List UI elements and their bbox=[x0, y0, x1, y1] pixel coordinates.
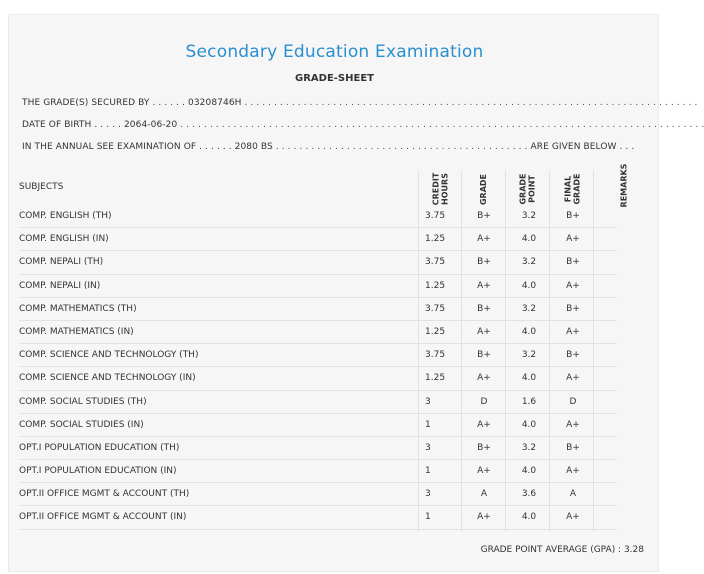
grade-point-cell: 4.0 bbox=[521, 373, 537, 384]
grade-point-cell: 3.2 bbox=[521, 257, 537, 268]
final-grade-cell: A+ bbox=[566, 234, 580, 245]
final-grade-cell: B+ bbox=[566, 303, 580, 314]
grade-cell: A+ bbox=[477, 373, 491, 384]
dotted-leader: . . . . . . . . . . . . . . . . . . . . . . . . . . . . . . . . . . . . . . . . . . . . . . . . . . . . . . . . . . . . . . . . . . . . . . . . . . . . . bbox=[244, 98, 698, 108]
grade-cell: B+ bbox=[477, 442, 491, 453]
final-grade-cell: A bbox=[569, 489, 577, 500]
credit-hours-cell: 3.75 bbox=[425, 350, 446, 361]
credit-hours-cell: 3 bbox=[425, 442, 431, 453]
table-row bbox=[9, 205, 660, 228]
table-row bbox=[9, 483, 660, 506]
subject-cell: OPT.II OFFICE MGMT & ACCOUNT (IN) bbox=[19, 512, 187, 523]
grade-point-cell: 1.6 bbox=[521, 396, 537, 407]
grade-cell: A bbox=[480, 489, 488, 500]
grade-cell: D bbox=[480, 396, 488, 407]
dob-value: 2064-06-20 bbox=[123, 120, 178, 130]
grades-table bbox=[9, 205, 660, 530]
grade-cell: A+ bbox=[477, 326, 491, 337]
credit-hours-cell: 1 bbox=[425, 512, 431, 523]
credit-hours-header: CREDIT HOURS bbox=[431, 172, 450, 206]
grade-point-cell: 3.2 bbox=[521, 442, 537, 453]
grade-cell: A+ bbox=[477, 234, 491, 245]
subject-cell: COMP. MATHEMATICS (IN) bbox=[19, 326, 134, 337]
grade-cell: B+ bbox=[477, 303, 491, 314]
table-row bbox=[9, 275, 660, 298]
subjects-header: SUBJECTS bbox=[19, 182, 64, 192]
table-row bbox=[9, 321, 660, 344]
grade-point-cell: 3.2 bbox=[521, 303, 537, 314]
grade-point-cell: 4.0 bbox=[521, 419, 537, 430]
exam-line bbox=[22, 142, 642, 152]
table-row bbox=[9, 460, 660, 483]
credit-hours-cell: 3 bbox=[425, 489, 431, 500]
credit-hours-cell: 1 bbox=[425, 466, 431, 477]
row-divider bbox=[19, 529, 617, 530]
grade-point-cell: 4.0 bbox=[521, 466, 537, 477]
grade-point-cell: 4.0 bbox=[521, 512, 537, 523]
credit-hours-cell: 3.75 bbox=[425, 257, 446, 268]
gpa-summary: GRADE POINT AVERAGE (GPA) : 3.28 bbox=[480, 545, 644, 555]
grade-cell: B+ bbox=[477, 350, 491, 361]
table-row bbox=[9, 251, 660, 274]
dob-label: DATE OF BIRTH . . . . . bbox=[22, 120, 121, 130]
credit-hours-cell: 1.25 bbox=[425, 234, 446, 245]
table-row bbox=[9, 228, 660, 251]
grade-point-cell: 4.0 bbox=[521, 280, 537, 291]
grade-header: GRADE bbox=[479, 173, 489, 205]
table-row bbox=[9, 298, 660, 321]
table-row bbox=[9, 414, 660, 437]
credit-hours-cell: 1.25 bbox=[425, 280, 446, 291]
final-grade-cell: B+ bbox=[566, 442, 580, 453]
exam-label: IN THE ANNUAL SEE EXAMINATION OF . . . . . . bbox=[22, 142, 232, 152]
table-row bbox=[9, 367, 660, 390]
subject-cell: COMP. MATHEMATICS (TH) bbox=[19, 303, 137, 314]
table-row bbox=[9, 391, 660, 414]
credit-hours-cell: 1.25 bbox=[425, 326, 446, 337]
subject-cell: OPT.I POPULATION EDUCATION (IN) bbox=[19, 466, 177, 477]
credit-hours-cell: 3.75 bbox=[425, 303, 446, 314]
credit-hours-cell: 1.25 bbox=[425, 373, 446, 384]
grade-cell: B+ bbox=[477, 257, 491, 268]
subject-cell: COMP. SOCIAL STUDIES (IN) bbox=[19, 419, 144, 430]
final-grade-cell: A+ bbox=[566, 280, 580, 291]
grade-sheet-subtitle: GRADE-SHEET bbox=[295, 73, 374, 84]
final-grade-cell: A+ bbox=[566, 419, 580, 430]
subject-cell: COMP. ENGLISH (TH) bbox=[19, 211, 112, 221]
final-grade-cell: B+ bbox=[566, 257, 580, 268]
grade-point-header: GRADE POINT bbox=[519, 173, 537, 205]
subject-cell: COMP. SOCIAL STUDIES (TH) bbox=[19, 396, 147, 407]
secured-by-label: THE GRADE(S) SECURED BY . . . . . . bbox=[22, 98, 186, 108]
subject-cell: COMP. ENGLISH (IN) bbox=[19, 234, 109, 245]
dotted-leader: . . . . . . . . . . . . . . . . . . . . . . . . . . . . . . . . . . . . . . . . . . . bbox=[275, 142, 528, 152]
grade-point-cell: 4.0 bbox=[521, 234, 537, 245]
credit-hours-cell: 3 bbox=[425, 396, 431, 407]
grade-cell: A+ bbox=[477, 466, 491, 477]
final-grade-cell: A+ bbox=[566, 326, 580, 337]
credit-hours-cell: 3.75 bbox=[425, 211, 446, 221]
subject-cell: COMP. SCIENCE AND TECHNOLOGY (TH) bbox=[19, 350, 199, 361]
final-grade-cell: A+ bbox=[566, 466, 580, 477]
grade-cell: B+ bbox=[477, 211, 491, 221]
table-row bbox=[9, 437, 660, 460]
secured-by-value: 03208746H bbox=[188, 98, 242, 108]
grade-cell: A+ bbox=[477, 512, 491, 523]
final-grade-cell: A+ bbox=[566, 373, 580, 384]
final-grade-cell: B+ bbox=[566, 211, 580, 221]
grade-point-cell: 3.2 bbox=[521, 350, 537, 361]
secured-by-line bbox=[22, 98, 698, 108]
subject-cell: COMP. SCIENCE AND TECHNOLOGY (IN) bbox=[19, 373, 196, 384]
exam-suffix: ARE GIVEN BELOW . . . bbox=[530, 142, 635, 152]
exam-value: 2080 BS bbox=[234, 142, 273, 152]
dotted-leader: . . . . . . . . . . . . . . . . . . . . . . . . . . . . . . . . . . . . . . . . . . . . . . . . . . . . . . . . . . . . . . . . . . . . . . . . . . . . . . . . . . . . . . . . . bbox=[180, 120, 704, 130]
final-grade-cell: B+ bbox=[566, 350, 580, 361]
grade-cell: A+ bbox=[477, 419, 491, 430]
final-grade-cell: D bbox=[569, 396, 577, 407]
subject-cell: COMP. NEPALI (TH) bbox=[19, 257, 104, 268]
final-grade-header: FINAL GRADE bbox=[564, 173, 582, 205]
grade-point-cell: 3.2 bbox=[521, 211, 537, 221]
grade-point-cell: 3.6 bbox=[521, 489, 537, 500]
page-title: Secondary Education Examination bbox=[185, 42, 484, 62]
grade-cell: A+ bbox=[477, 280, 491, 291]
grade-point-cell: 4.0 bbox=[521, 326, 537, 337]
dob-line bbox=[22, 120, 704, 130]
grade-sheet bbox=[8, 14, 704, 572]
final-grade-cell: A+ bbox=[566, 512, 580, 523]
credit-hours-cell: 1 bbox=[425, 419, 431, 430]
subject-cell: COMP. NEPALI (IN) bbox=[19, 280, 101, 291]
table-row bbox=[9, 506, 660, 529]
table-row bbox=[9, 344, 660, 367]
remarks-header: REMARKS bbox=[619, 163, 629, 207]
subject-cell: OPT.I POPULATION EDUCATION (TH) bbox=[19, 442, 180, 453]
subject-cell: OPT.II OFFICE MGMT & ACCOUNT (TH) bbox=[19, 489, 190, 500]
